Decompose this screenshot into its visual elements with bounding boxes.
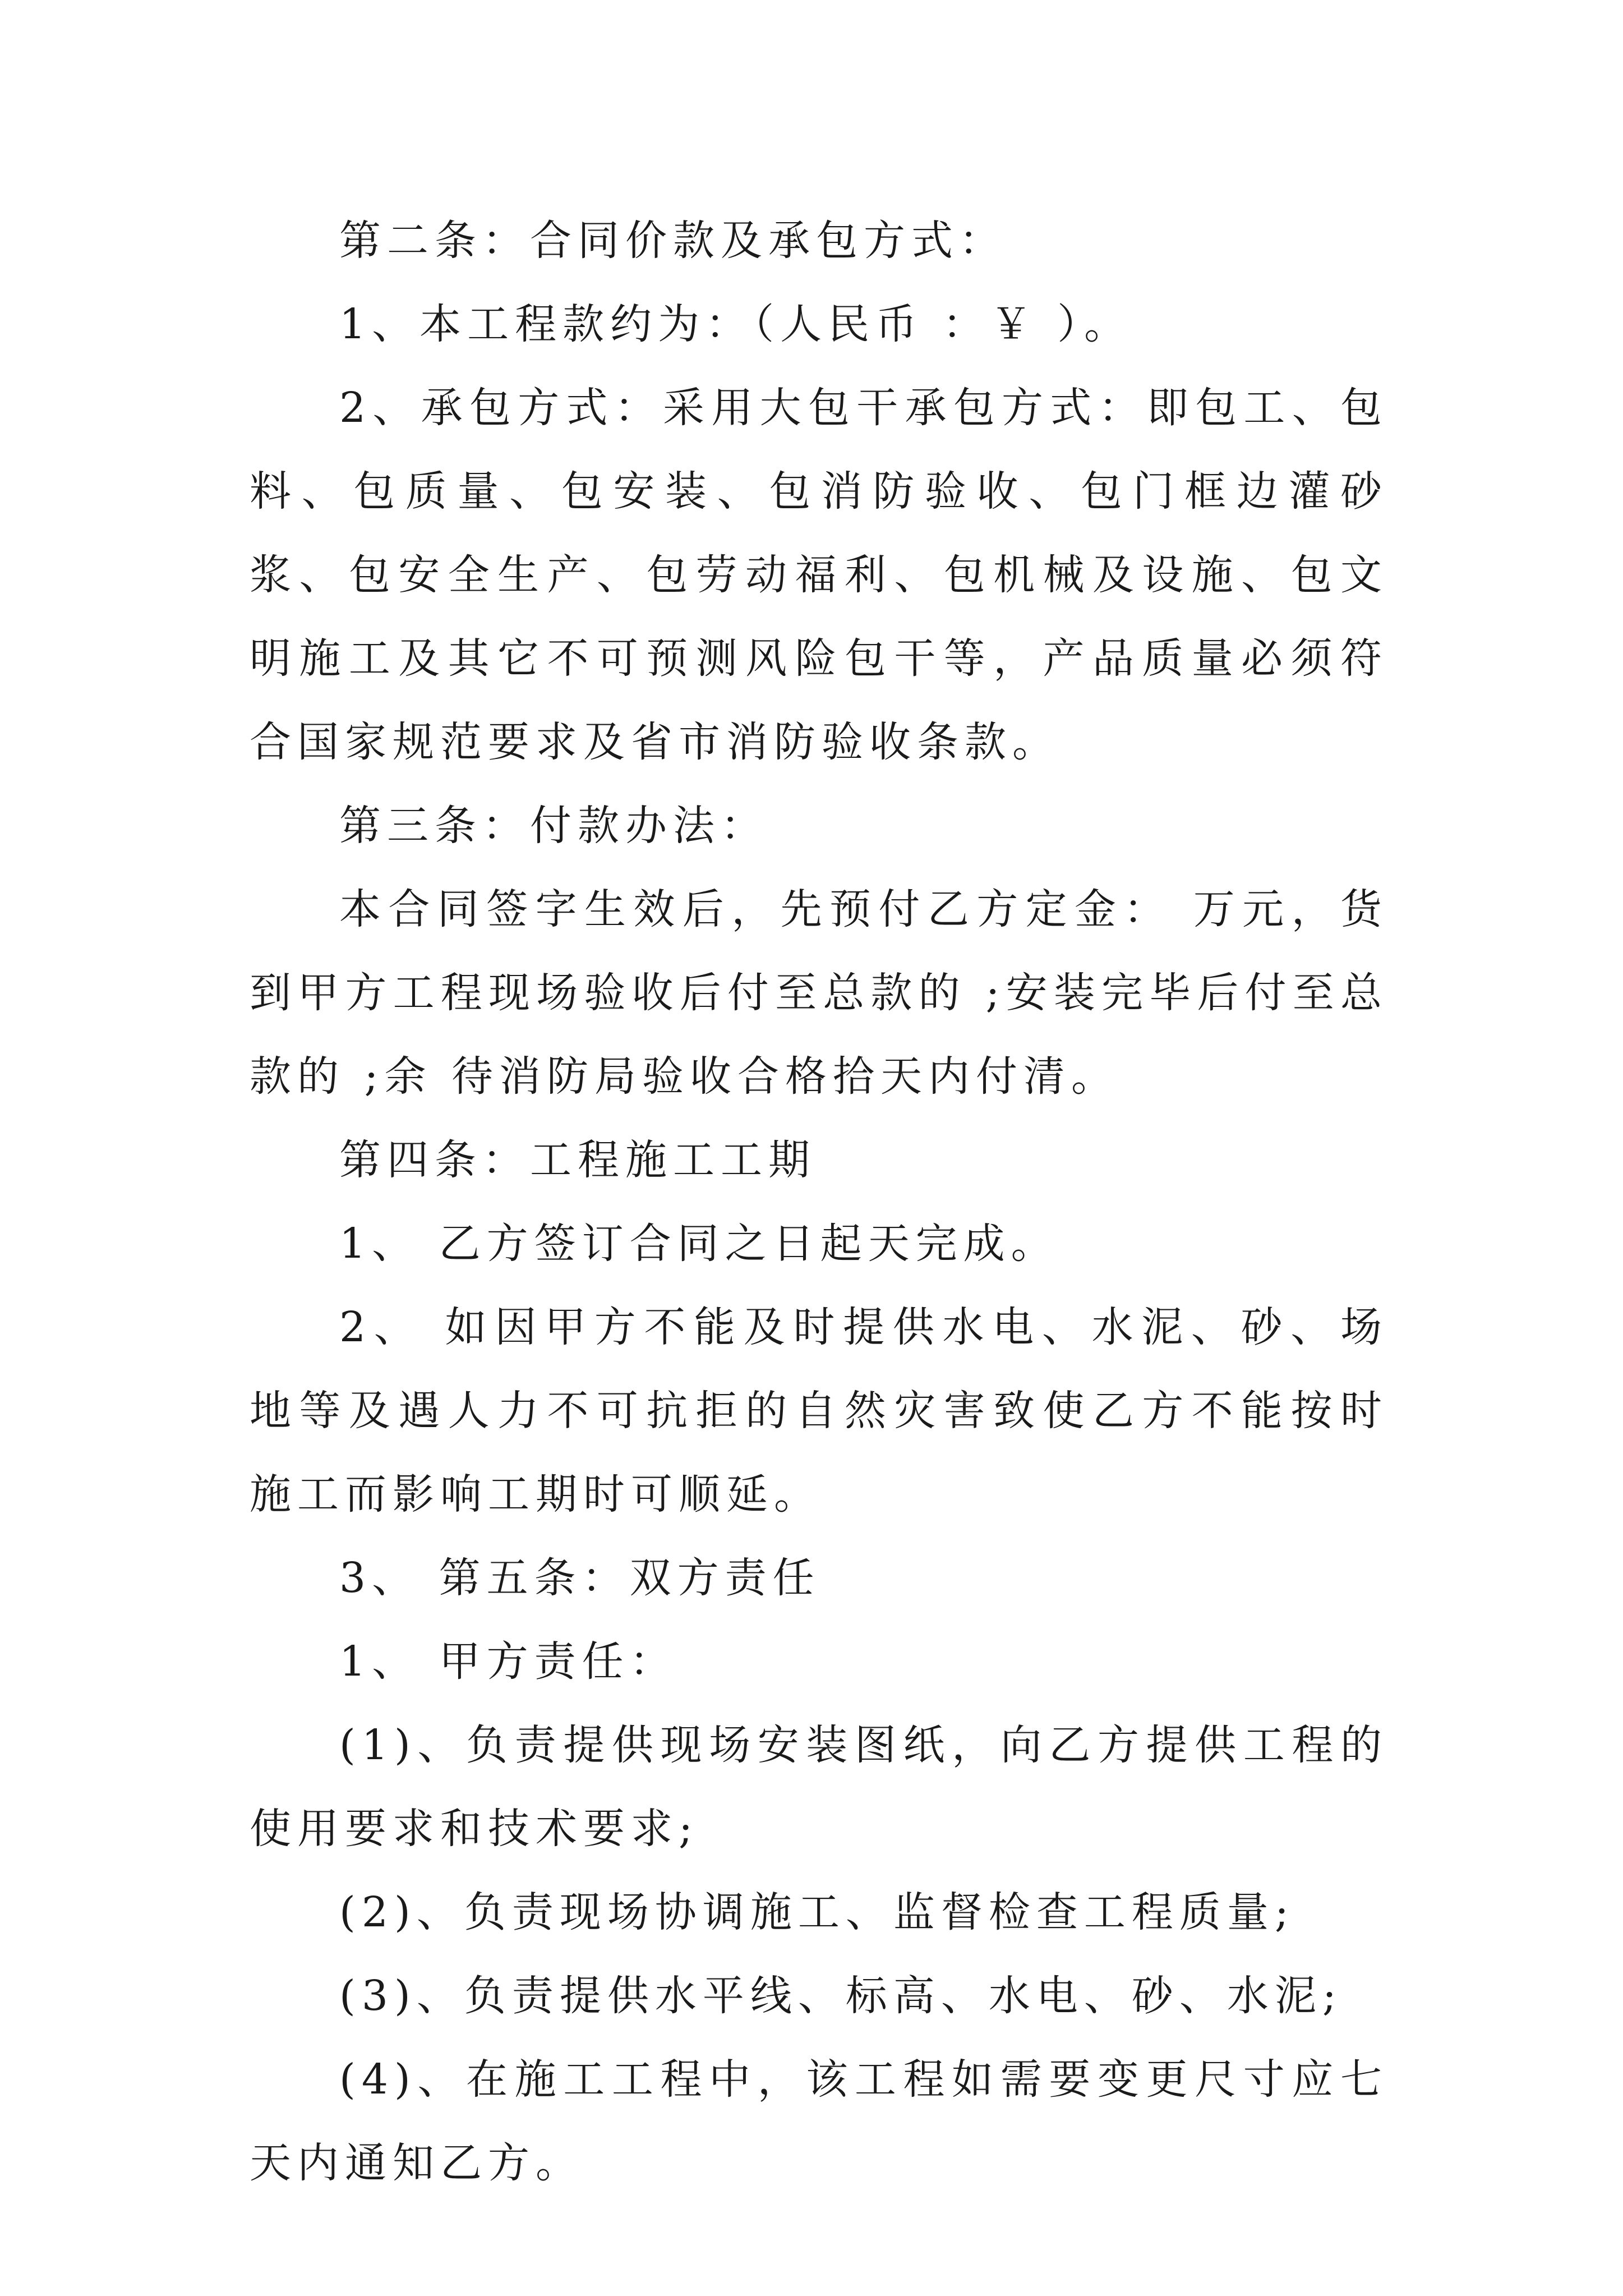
document-body: [250, 199, 1388, 2205]
responsibility-item: (1)、负责提供现场安装图纸，向乙方提供工程的使用要求和技术要求;: [250, 1721, 1388, 1853]
responsibility-item: (3)、负责提供水平线、标高、水电、砂、水泥;: [339, 1972, 1343, 2020]
contracting-method-item: 2、承包方式：采用大包干承包方式：即包工、包料、包质量、包安装、包消防验收、包门框边灌砂浆、包安全生产、包劳动福利、包机械及设施、包文明施工及其它不可预测风险包干等，产品质量必须符合国家规范要求及省市消防验收条款。: [250, 384, 1388, 766]
party-a-responsibilities-heading: 1、 甲方责任：: [339, 1637, 677, 1686]
construction-period-item: 1、 乙方签订合同之日起天完成。: [339, 1220, 1059, 1268]
period-extension-item: 2、 如因甲方不能及时提供水电、水泥、砂、场地等及遇人力不可抗拒的自然灾害致使乙方不能按时施工而影响工期时可顺延。: [250, 1303, 1388, 1519]
clause-5-heading: 3、 第五条：双方责任: [339, 1554, 820, 1602]
clause-2-heading: 第二条：合同价款及承包方式：: [339, 217, 1007, 265]
clause-3-heading: 第三条：付款办法：: [339, 802, 768, 850]
payment-terms-paragraph: 本合同签字生效后，先预付乙方定金： 万元，货到甲方工程现场验收后付至总款的 ;安装完毕后付至总款的 ;余 待消防局验收合格拾天内付清。: [250, 885, 1388, 1101]
contract-price-item: 1、本工程款约为：（人民币 ：￥ ）。: [339, 300, 1132, 348]
responsibility-item: (4)、在施工工程中，该工程如需要变更尺寸应七天内通知乙方。: [250, 2055, 1388, 2187]
clause-4-heading: 第四条：工程施工工期: [339, 1136, 816, 1184]
responsibility-item: (2)、负责现场协调施工、监督检查工程质量;: [339, 1888, 1295, 1936]
